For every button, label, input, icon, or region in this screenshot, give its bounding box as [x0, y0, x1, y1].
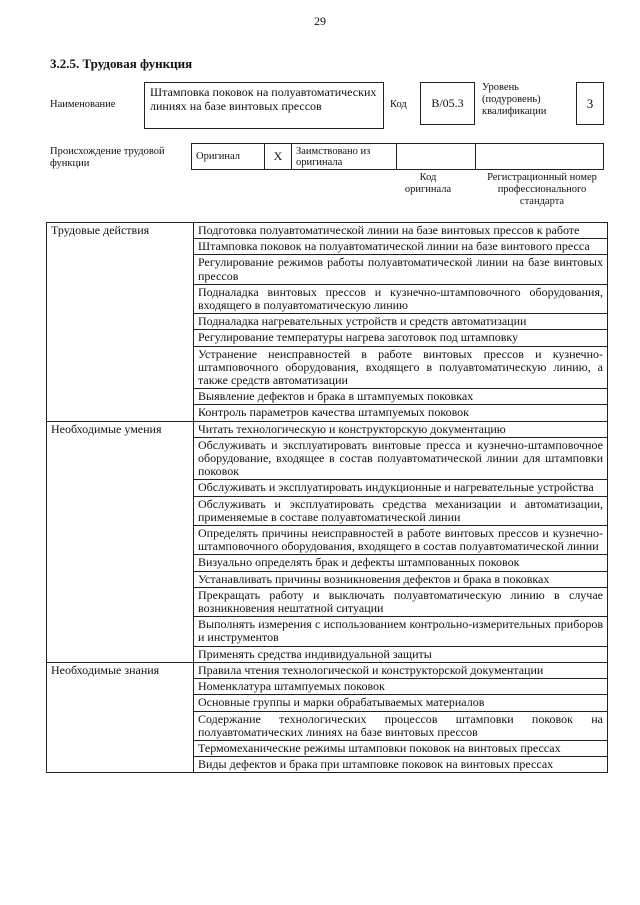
section-category: Трудовые действия — [47, 223, 194, 239]
section-category-cont — [47, 679, 194, 695]
origin-label: Происхождение трудовой функции — [50, 146, 165, 169]
table-row — [47, 284, 608, 313]
section-item: Номенклатура штампуемых поковок — [194, 679, 608, 695]
section-title: 3.2.5. Трудовая функция — [50, 56, 193, 71]
section-item: Обслуживать и эксплуатировать винтовые пресса и кузнечно-штамповочное оборудование, входящее в состав полуавтоматической линии для штамповки поковок — [194, 437, 608, 480]
section-category-cont — [47, 646, 194, 662]
table-row — [47, 405, 608, 421]
table-row — [47, 571, 608, 587]
section-category-cont — [47, 587, 194, 616]
section-category-cont — [47, 526, 194, 555]
section-category: Необходимые умения — [47, 421, 194, 437]
section-item: Подналадка нагревательных устройств и средств автоматизации — [194, 314, 608, 330]
section-item: Читать технологическую и конструкторскую документацию — [194, 421, 608, 437]
table-row — [47, 617, 608, 646]
code-label: Код — [390, 99, 407, 110]
table-row — [47, 757, 608, 773]
section-category-cont — [47, 496, 194, 525]
name-value: Штамповка поковок на полуавтоматических линиях на базе винтовых прессов — [144, 82, 384, 129]
section-item: Обслуживать и эксплуатировать средства механизации и автоматизации, применяемые в составе полуавтоматической линии — [194, 496, 608, 525]
table-row — [47, 330, 608, 346]
section-item: Регулирование температуры нагрева заготовок под штамповку — [194, 330, 608, 346]
section-item: Регулирование режимов работы полуавтоматической линии на базе винтовых прессов — [194, 255, 608, 284]
level-label: Уровень (подуровень) квалификации — [482, 82, 547, 117]
section-category-cont — [47, 617, 194, 646]
section-category-cont — [47, 330, 194, 346]
section-item: Выполнять измерения с использованием контрольно-измерительных приборов и инструментов — [194, 617, 608, 646]
section-category-cont — [47, 555, 194, 571]
section-item: Основные группы и марки обрабатываемых материалов — [194, 695, 608, 711]
function-table — [46, 222, 608, 773]
table-row — [47, 437, 608, 480]
table-row — [47, 255, 608, 284]
section-category-cont — [47, 405, 194, 421]
section-item: Выявление дефектов и брака в штампуемых поковках — [194, 389, 608, 405]
table-row — [47, 421, 608, 437]
section-category-cont — [47, 239, 194, 255]
section-item: Правила чтения технологической и конструкторской документации — [194, 662, 608, 678]
reg-number-label: Регистрационный номер профессионального стандарта — [487, 172, 597, 207]
section-category-cont — [47, 389, 194, 405]
section-item: Содержание технологических процессов штамповки поковок на полуавтоматических линиях на базе винтовых прессов — [194, 711, 608, 740]
section-category-cont — [47, 571, 194, 587]
section-category-cont — [47, 437, 194, 480]
table-row — [47, 526, 608, 555]
table-row — [47, 679, 608, 695]
section-item: Виды дефектов и брака при штамповке поковок на винтовых прессах — [194, 757, 608, 773]
section-item: Прекращать работу и выключать полуавтоматическую линию в случае возникновения нештатной ситуации — [194, 587, 608, 616]
section-item: Подготовка полуавтоматической линии на базе винтовых прессов к работе — [194, 223, 608, 239]
section-item: Контроль параметров качества штампуемых поковок — [194, 405, 608, 421]
name-label: Наименование — [50, 99, 116, 110]
code-original-label: Код оригинала — [404, 172, 452, 195]
section-item: Штамповка поковок на полуавтоматической линии на базе винтового пресса — [194, 239, 608, 255]
level-value: 3 — [576, 82, 604, 125]
section-item: Устранение неисправностей в работе винтовых прессов и кузнечно-штамповочного оборудования, входящего в полуавтоматическую линию, а также средств автоматизации — [194, 346, 608, 389]
page-number: 29 — [314, 14, 326, 28]
section-category-cont — [47, 284, 194, 313]
reg-number-cell — [476, 144, 604, 170]
section-item: Подналадка винтовых прессов и кузнечно-штамповочного оборудования, входящего в полуавтоматическую линию — [194, 284, 608, 313]
code-value: B/05.3 — [420, 82, 475, 125]
code-original-cell — [397, 144, 476, 170]
section-category-cont — [47, 757, 194, 773]
section-item: Визуально определять брак и дефекты штампованных поковок — [194, 555, 608, 571]
table-row — [47, 646, 608, 662]
table-row — [47, 555, 608, 571]
section-category-cont — [47, 346, 194, 389]
section-category-cont — [47, 255, 194, 284]
section-item: Применять средства индивидуальной защиты — [194, 646, 608, 662]
table-row — [47, 346, 608, 389]
section-item: Термомеханические режимы штамповки поковок на винтовых прессах — [194, 740, 608, 756]
table-row — [47, 239, 608, 255]
section-category-cont — [47, 314, 194, 330]
table-row — [47, 662, 608, 678]
origin-table — [191, 143, 604, 170]
section-item: Определять причины неисправностей в работе винтовых прессов и кузнечно-штамповочного оборудования, входящего в состав полуавтоматической линии — [194, 526, 608, 555]
table-row — [47, 223, 608, 239]
table-row — [47, 695, 608, 711]
table-row — [47, 496, 608, 525]
original-mark: X — [265, 144, 292, 170]
table-row — [47, 389, 608, 405]
section-category: Необходимые знания — [47, 662, 194, 678]
table-row — [47, 587, 608, 616]
table-row — [47, 740, 608, 756]
borrowed-label: Заимствовано из оригинала — [292, 144, 397, 170]
table-row — [47, 480, 608, 496]
section-item: Обслуживать и эксплуатировать индукционные и нагревательные устройства — [194, 480, 608, 496]
section-category-cont — [47, 740, 194, 756]
table-row — [47, 711, 608, 740]
section-category-cont — [47, 711, 194, 740]
section-category-cont — [47, 695, 194, 711]
original-label: Оригинал — [192, 144, 265, 170]
section-category-cont — [47, 480, 194, 496]
section-item: Устанавливать причины возникновения дефектов и брака в поковках — [194, 571, 608, 587]
table-row — [47, 314, 608, 330]
